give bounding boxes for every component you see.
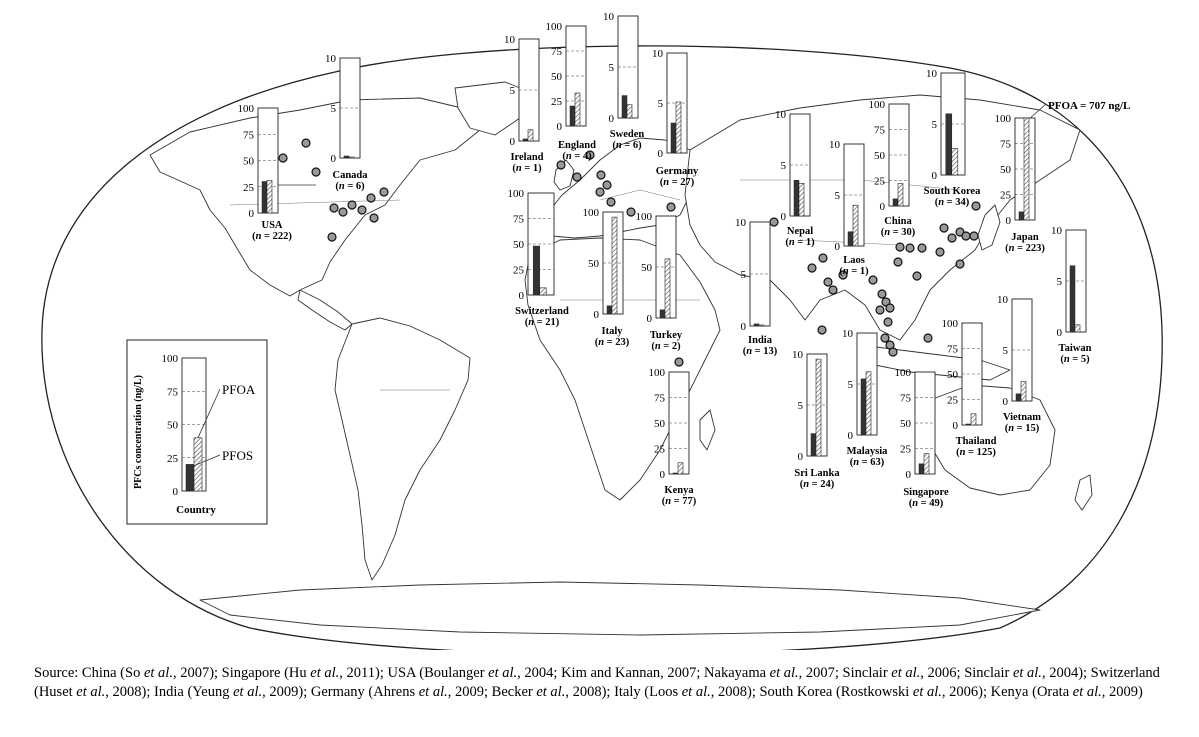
tick-label: 100: [648, 367, 665, 379]
pfos-bar: [848, 232, 853, 246]
pfos-bar: [811, 434, 816, 456]
tick-label: 10: [735, 217, 746, 229]
country-name: Italy: [601, 326, 623, 337]
tick-label: 0: [646, 313, 652, 325]
citation-italic: et al.: [769, 665, 799, 681]
pfos-bar: [919, 464, 924, 474]
tick-label: 25: [551, 96, 562, 108]
pfoa-bar: [924, 454, 929, 474]
sample-count: (n = 1): [839, 266, 869, 277]
sample-count: (n = 4): [562, 151, 592, 162]
tick-label: 10: [652, 48, 663, 60]
country-name: Ireland: [510, 152, 544, 163]
legend-xlabel: Country: [176, 504, 216, 516]
tick-label: 75: [874, 124, 885, 137]
site-marker: [948, 234, 956, 242]
sample-count: (n = 15): [1004, 423, 1040, 434]
tick-label: 0: [879, 201, 885, 213]
tick-label: 25: [874, 175, 885, 188]
site-marker: [328, 233, 336, 241]
tick-label: 5: [740, 269, 746, 281]
pfoa-bar: [1024, 118, 1029, 220]
site-marker: [906, 244, 914, 252]
country-name: USA: [261, 220, 283, 231]
pfoa-bar: [1075, 325, 1080, 332]
tick-label: 50: [243, 155, 254, 168]
pfoa-bar: [267, 180, 272, 213]
tick-label: 5: [847, 379, 853, 391]
tick-label: 0: [1002, 396, 1008, 408]
tick-label: 0: [518, 290, 524, 302]
country-name: Canada: [332, 170, 368, 181]
pfoa-bar: [971, 414, 976, 425]
tick-label: 50: [513, 239, 524, 251]
site-marker: [818, 326, 826, 334]
sample-count: (n = 49): [908, 498, 944, 509]
tick-label: 10: [603, 11, 614, 23]
site-marker: [348, 201, 356, 209]
legend-pfos-label: PFOS: [222, 448, 254, 463]
citation-text: , 2011); USA (Boulanger: [339, 665, 489, 681]
tick-label: 0: [740, 321, 746, 333]
pfoa-bar: [759, 325, 764, 326]
pfos-bar: [754, 324, 759, 326]
pfos-bar: [1019, 212, 1024, 220]
tick-label: 75: [947, 343, 958, 356]
tick-label: 75: [243, 129, 254, 142]
tick-label: 0: [659, 469, 665, 481]
tick-label: 0: [905, 469, 911, 481]
country-name: Switzerland: [515, 306, 569, 317]
citation-text: Source: China (So: [34, 665, 144, 681]
country-name: Malaysia: [846, 446, 888, 457]
legend-box: [127, 340, 267, 524]
site-marker: [896, 243, 904, 251]
tick-label: 50: [947, 369, 958, 381]
tick-label: 75: [1000, 138, 1011, 151]
pfoa-bar: [349, 157, 354, 158]
pfoa-bar: [1021, 382, 1026, 401]
source-citation: [34, 664, 1174, 702]
citation-italic: et al.: [1072, 684, 1102, 700]
pfos-bar: [671, 123, 676, 153]
site-marker: [894, 258, 902, 266]
site-marker: [339, 208, 347, 216]
tick-label: 10: [926, 68, 937, 80]
citation-italic: et al.: [891, 665, 921, 681]
pfos-bar: [966, 424, 971, 425]
site-marker: [607, 198, 615, 206]
pfoa-bar: [676, 102, 681, 153]
country-name: India: [748, 335, 772, 346]
citation-italic: et al.: [310, 665, 340, 681]
tick-label: 100: [994, 113, 1011, 125]
pfoa-bar: [853, 205, 858, 246]
tick-label: 100: [507, 188, 524, 200]
citation-italic: et al.: [233, 684, 263, 700]
tick-label: 25: [654, 443, 665, 456]
pfos-bar: [1070, 266, 1075, 332]
pfos-bar: [794, 180, 799, 216]
site-marker: [573, 173, 581, 181]
site-marker: [627, 208, 635, 216]
site-marker: [557, 161, 565, 169]
tick-label: 0: [248, 208, 254, 220]
citation-italic: et al.: [536, 684, 566, 700]
pfos-bar: [673, 473, 678, 474]
tick-label: 5: [797, 400, 803, 412]
pfos-bar: [893, 199, 898, 206]
sample-count: (n = 21): [524, 317, 560, 328]
legend-tick-label: 100: [161, 353, 178, 365]
site-marker: [881, 334, 889, 342]
country-name: Taiwan: [1058, 343, 1092, 354]
tick-label: 0: [952, 420, 958, 432]
tick-label: 100: [635, 211, 652, 223]
tick-label: 0: [797, 451, 803, 463]
site-marker: [824, 278, 832, 286]
tick-label: 10: [1051, 225, 1062, 237]
pfoa-bar: [627, 105, 632, 118]
pfoa-bar: [575, 93, 580, 126]
sample-count: (n = 125): [956, 447, 996, 458]
pfoa-bar: [528, 130, 533, 141]
sample-count: (n = 23): [594, 337, 630, 348]
country-name: Kenya: [664, 485, 694, 496]
tick-label: 50: [588, 258, 599, 270]
legend-ylabel: PFCs concentration (ng/L): [133, 375, 144, 489]
site-marker: [970, 232, 978, 240]
tick-label: 0: [1005, 215, 1011, 227]
country-name: Japan: [1011, 232, 1039, 243]
sample-count: (n = 24): [799, 479, 835, 490]
tick-label: 0: [780, 211, 786, 223]
tick-label: 25: [1000, 189, 1011, 202]
legend-pfos-bar: [186, 464, 194, 491]
sample-count: (n = 34): [934, 197, 970, 208]
site-marker: [819, 254, 827, 262]
tick-label: 75: [513, 213, 524, 226]
sample-count: (n = 13): [742, 346, 778, 357]
tick-label: 100: [868, 99, 885, 111]
sample-count: (n = 6): [612, 140, 642, 151]
pfoa-bar: [678, 463, 683, 474]
sample-count: (n = 6): [335, 181, 365, 192]
tick-label: 100: [941, 318, 958, 330]
pfos-bar: [607, 306, 612, 314]
tick-label: 10: [829, 139, 840, 151]
site-marker: [829, 286, 837, 294]
site-marker: [913, 272, 921, 280]
tick-label: 25: [513, 264, 524, 277]
tick-label: 0: [657, 148, 663, 160]
tick-label: 100: [545, 21, 562, 33]
site-marker: [889, 348, 897, 356]
tick-label: 5: [834, 190, 840, 202]
site-marker: [675, 358, 683, 366]
site-marker: [924, 334, 932, 342]
citation-text: , 2004); Switzerland (Huset: [34, 665, 1160, 700]
country-name: China: [884, 216, 912, 227]
tick-label: 10: [325, 53, 336, 65]
site-marker: [878, 290, 886, 298]
site-marker: [886, 304, 894, 312]
site-marker: [936, 248, 944, 256]
citation-italic: et al.: [912, 684, 942, 700]
tick-label: 50: [654, 418, 665, 430]
tick-label: 0: [847, 430, 853, 442]
site-marker: [603, 181, 611, 189]
site-marker: [279, 154, 287, 162]
site-marker: [330, 204, 338, 212]
site-marker: [962, 232, 970, 240]
legend-tick-label: 25: [167, 452, 178, 465]
citation-italic: et al.: [143, 665, 173, 681]
tick-label: 0: [556, 121, 562, 133]
tick-label: 0: [608, 113, 614, 125]
tick-label: 5: [931, 119, 937, 131]
country-name: Sweden: [609, 129, 645, 140]
tick-label: 75: [551, 46, 562, 58]
country-name: Nepal: [786, 226, 814, 237]
tick-label: 10: [504, 34, 515, 46]
legend-pfoa-label: PFOA: [222, 382, 256, 397]
citation-text: , 2004; Kim and Kannan, 2007; Nakayama: [517, 665, 770, 681]
sample-count: (n = 1): [785, 237, 815, 248]
sample-count: (n = 27): [659, 177, 695, 188]
pfos-bar: [861, 379, 866, 435]
tick-label: 0: [834, 241, 840, 253]
citation-text: , 2007); Singapore (Hu: [172, 665, 311, 681]
citation-italic: et al.: [76, 684, 106, 700]
sample-count: (n = 1): [512, 163, 542, 174]
tick-label: 5: [509, 85, 515, 97]
site-marker: [956, 260, 964, 268]
tick-label: 50: [1000, 164, 1011, 176]
pfoa-bar: [952, 148, 958, 175]
site-marker: [808, 264, 816, 272]
pfoa-annotation: PFOA = 707 ng/L: [1048, 100, 1131, 112]
sample-count: (n = 5): [1060, 354, 1090, 365]
citation-text: , 2009): [1101, 684, 1143, 700]
legend-tick-label: 75: [167, 386, 178, 399]
legend-tick-label: 50: [167, 419, 178, 432]
tick-label: 100: [582, 207, 599, 219]
legend-tick-label: 0: [172, 486, 178, 498]
pfoa-bar: [665, 259, 670, 318]
tick-label: 5: [1002, 345, 1008, 357]
citation-italic: et al.: [1012, 665, 1042, 681]
tick-label: 0: [931, 170, 937, 182]
site-marker: [596, 188, 604, 196]
tick-label: 25: [900, 443, 911, 456]
tick-label: 0: [1056, 327, 1062, 339]
sample-count: (n = 77): [661, 496, 697, 507]
citation-italic: et al.: [488, 665, 518, 681]
tick-label: 75: [900, 392, 911, 405]
tick-label: 100: [237, 103, 254, 115]
citation-text: , 2006); Kenya (Orata: [941, 684, 1073, 700]
citation-text: , 2007; Sinclair: [798, 665, 892, 681]
site-marker: [367, 194, 375, 202]
tick-label: 50: [900, 418, 911, 430]
sample-count: (n = 30): [880, 227, 916, 238]
tick-label: 10: [775, 109, 786, 121]
site-marker: [312, 168, 320, 176]
tick-label: 50: [641, 262, 652, 274]
site-marker: [876, 306, 884, 314]
country-name: Laos: [843, 255, 865, 266]
tick-label: 5: [330, 103, 336, 115]
country-name: Sri Lanka: [794, 468, 840, 479]
tick-label: 10: [997, 294, 1008, 306]
tick-label: 100: [894, 367, 911, 379]
country-name: Thailand: [955, 436, 997, 447]
site-marker: [597, 171, 605, 179]
citation-text: , 2009); Germany (Ahrens: [262, 684, 419, 700]
sample-count: (n = 63): [849, 457, 885, 468]
pfoa-bar: [799, 183, 804, 216]
sample-count: (n = 222): [252, 231, 292, 242]
tick-label: 0: [330, 153, 336, 165]
pfos-bar: [622, 96, 627, 118]
country-name: Vietnam: [1002, 412, 1042, 423]
pfoa-bar: [816, 359, 821, 456]
pfos-bar: [262, 182, 267, 214]
tick-label: 25: [947, 394, 958, 407]
pfoa-bar: [898, 184, 903, 206]
citation-text: , 2008); India (Yeung: [105, 684, 234, 700]
tick-label: 5: [780, 160, 786, 172]
pfos-bar: [533, 246, 540, 295]
tick-label: 0: [593, 309, 599, 321]
site-marker: [380, 188, 388, 196]
tick-label: 5: [1056, 276, 1062, 288]
pfos-bar: [344, 156, 349, 158]
citation-text: , 2009; Becker: [447, 684, 537, 700]
site-marker: [869, 276, 877, 284]
site-marker: [370, 214, 378, 222]
citation-italic: et al.: [681, 684, 711, 700]
country-name: Turkey: [649, 330, 683, 341]
site-marker: [884, 318, 892, 326]
pfoa-bar: [540, 288, 547, 295]
tick-label: 5: [657, 98, 663, 110]
tick-label: 0: [509, 136, 515, 148]
pfos-bar: [1016, 394, 1021, 401]
sample-count: (n = 223): [1005, 243, 1045, 254]
pfos-bar: [570, 106, 575, 126]
tick-label: 25: [243, 181, 254, 194]
pfos-bar: [946, 114, 952, 175]
citation-italic: et al.: [418, 684, 448, 700]
citation-text: , 2008); Italy (Loos: [565, 684, 682, 700]
pfoa-bar: [612, 217, 617, 314]
site-marker: [302, 139, 310, 147]
pfos-bar: [660, 310, 665, 318]
tick-label: 10: [792, 349, 803, 361]
site-marker: [972, 202, 980, 210]
country-name: Singapore: [903, 487, 949, 498]
tick-label: 10: [842, 328, 853, 340]
tick-label: 50: [874, 150, 885, 162]
site-marker: [667, 203, 675, 211]
country-name: England: [558, 140, 596, 151]
pfos-bar: [523, 139, 528, 141]
tick-label: 5: [608, 62, 614, 74]
site-marker: [358, 206, 366, 214]
country-name: South Korea: [923, 186, 981, 197]
citation-text: , 2008); South Korea (Rostkowski: [710, 684, 913, 700]
tick-label: 75: [654, 392, 665, 405]
country-name: Germany: [655, 166, 699, 177]
sample-count: (n = 2): [651, 341, 681, 352]
site-marker: [770, 218, 778, 226]
citation-text: , 2006; Sinclair: [920, 665, 1013, 681]
site-marker: [940, 224, 948, 232]
site-marker: [918, 244, 926, 252]
pfoa-bar: [866, 372, 871, 435]
tick-label: 50: [551, 71, 562, 83]
